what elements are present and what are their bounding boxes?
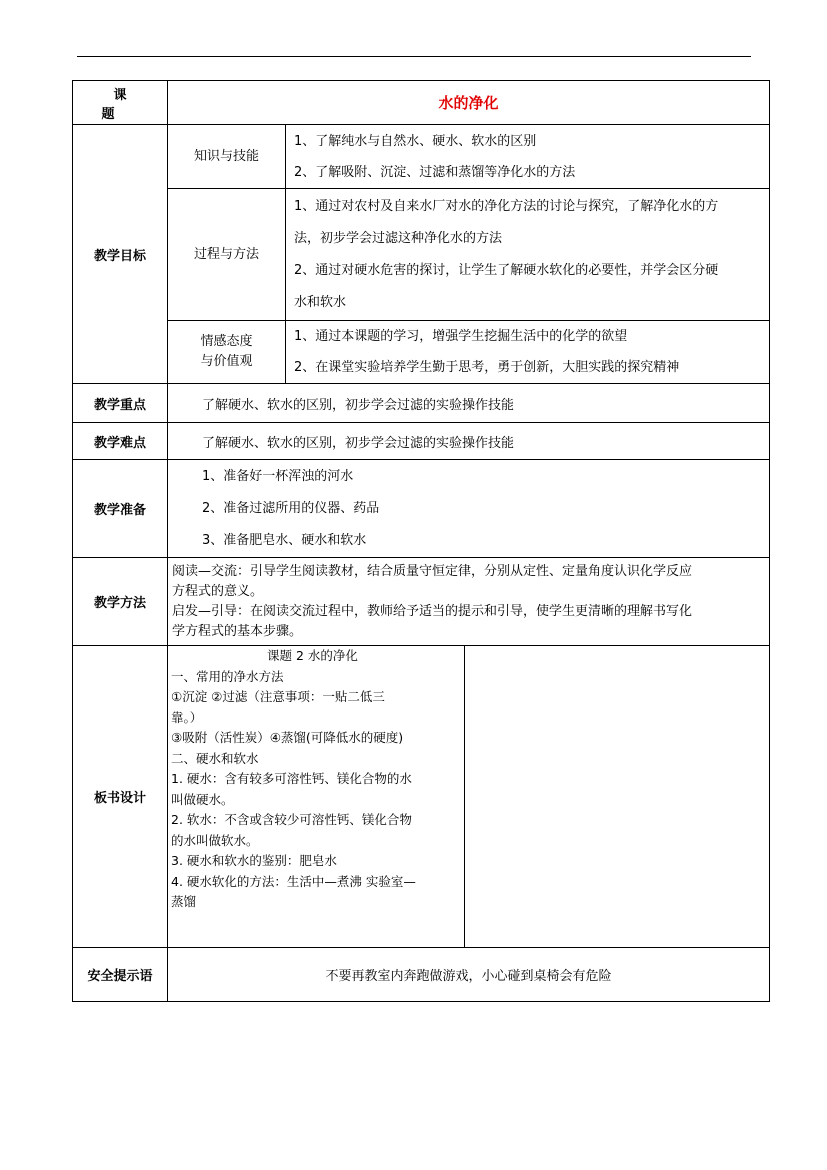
board-line: 二、硬水和软水 [171, 750, 259, 766]
board-line: 4. 硬水软化的方法：生活中—煮沸 实验室— [171, 873, 416, 889]
objectives-knowledge-row [73, 125, 770, 189]
difficulties-row [73, 423, 770, 460]
key-points-text: 了解硬水、软水的区别，初步学会过滤的实验操作技能 [168, 384, 770, 423]
safety-label: 安全提示语 [73, 948, 168, 1002]
preparation-items [168, 460, 770, 558]
board-line: 蒸馏 [171, 894, 197, 909]
key-points-row [73, 384, 770, 423]
safety-row [73, 948, 770, 1002]
list-item: 水和软水 [294, 294, 347, 310]
methods-label: 教学方法 [73, 558, 168, 646]
process-label: 过程与方法 [168, 189, 286, 321]
objectives-process-row [73, 189, 770, 321]
header-rule [77, 56, 751, 57]
preparation-label: 教学准备 [73, 460, 168, 558]
topic-row [73, 81, 770, 125]
board-row [73, 646, 770, 948]
topic-label: 课题 [101, 87, 151, 122]
lesson-plan-table [72, 80, 770, 1002]
list-item: 3、准备肥皂水、硬水和软水 [202, 532, 367, 548]
list-item: 1、准备好一杯浑浊的河水 [202, 468, 354, 484]
objectives-attitude-row [73, 321, 770, 384]
attitude-items [286, 321, 770, 384]
board-line: ③吸附（活性炭）④蒸馏(可降低水的硬度) [171, 730, 404, 745]
list-item: 1、通过本课题的学习，增强学生挖掘生活中的化学的欲望 [294, 329, 628, 344]
board-line: 2. 软水：不含或含较少可溶性钙、镁化合物 [171, 812, 412, 827]
knowledge-label: 知识与技能 [168, 125, 286, 189]
difficulties-text: 了解硬水、软水的区别，初步学会过滤的实验操作技能 [168, 423, 770, 460]
preparation-row [73, 460, 770, 558]
process-items [286, 189, 770, 321]
board-label: 板书设计 [73, 646, 168, 948]
methods-row [73, 558, 770, 646]
board-line: 3. 硬水和软水的鉴别：肥皂水 [171, 853, 337, 868]
key-points-label: 教学重点 [73, 384, 168, 423]
objectives-label: 教学目标 [73, 125, 168, 384]
board-line: 1. 硬水：含有较多可溶性钙、镁化合物的水 [171, 771, 412, 786]
list-item: 2、了解吸附、沉淀、过滤和蒸馏等净化水的方法 [294, 164, 576, 180]
board-panel [168, 646, 465, 947]
board-title: 课题 2 水的净化 [267, 648, 358, 663]
knowledge-items [286, 125, 770, 189]
safety-text: 不要再教室内奔跑做游戏，小心碰到桌椅会有危险 [168, 948, 770, 1002]
list-item: 法，初步学会过滤这种净化水的方法 [294, 230, 503, 246]
difficulties-label: 教学难点 [73, 423, 168, 460]
list-item: 1、了解纯水与自然水、硬水、软水的区别 [294, 133, 537, 149]
list-item: 1、通过对农村及自来水厂对水的净化方法的讨论与探究，了解净化水的方 [294, 198, 719, 214]
board-line: 的水叫做软水。 [171, 832, 259, 848]
list-item: 2、准备过滤所用的仪器、药品 [202, 500, 380, 516]
board-content [168, 646, 770, 948]
topic-title: 水的净化 [168, 81, 770, 125]
list-item: 2、通过对硬水危害的探讨，让学生了解硬水软化的必要性，并学会区分硬 [294, 262, 719, 278]
list-item: 2、在课堂实验培养学生勤于思考，勇于创新，大胆实践的探究精神 [294, 360, 680, 375]
board-line: 一、常用的净水方法 [171, 668, 284, 684]
board-line: 叫做硬水。 [171, 791, 234, 807]
board-line: 靠。） [171, 709, 203, 725]
board-line: ①沉淀 ②过滤（注意事项：一贴二低三 [171, 689, 385, 704]
attitude-label: 情感态度 与价值观 [168, 321, 286, 384]
methods-text: 阅读—交流：引导学生阅读教材，结合质量守恒定律，分别从定性、定量角度认识化学反应 方程式的意义。 启发—引导：在阅读交流过程中，教师给予适当的提示和引导，使学生更清晰的理解书写化 学方程式的基本步骤。 [168, 558, 770, 646]
